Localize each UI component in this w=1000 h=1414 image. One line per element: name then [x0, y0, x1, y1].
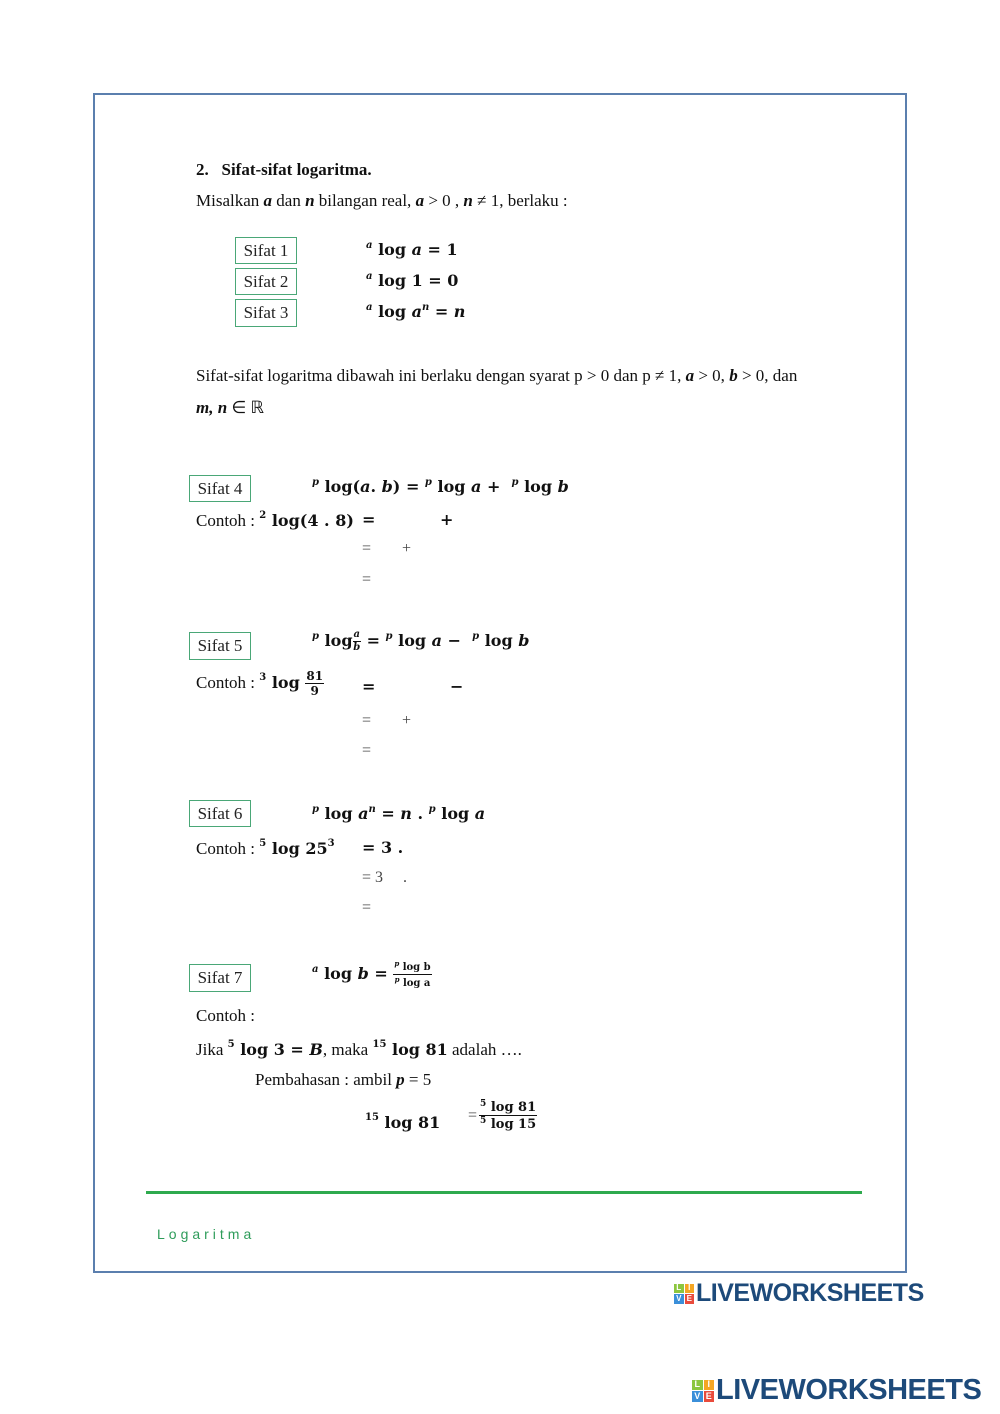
sifat-7-solution-lhs	[365, 1112, 440, 1132]
sifat-4-formula	[312, 477, 569, 496]
example-label: Contoh :	[196, 511, 260, 530]
base-p: p	[424, 477, 432, 488]
rhs: = 1	[427, 240, 458, 259]
step-equals: =	[362, 712, 372, 729]
base-p: p	[312, 631, 319, 642]
equals: =	[368, 964, 394, 983]
rhs: = 0	[428, 271, 459, 290]
q-mid: , maka	[322, 1040, 373, 1059]
var-a: a	[471, 477, 482, 496]
equals: =	[375, 804, 401, 823]
denominator: b	[353, 642, 361, 653]
dot: .	[411, 804, 429, 823]
section-heading	[196, 160, 372, 180]
cond-a-rel: > 0,	[694, 366, 730, 385]
var-b: b	[381, 477, 393, 496]
numerator: log b	[402, 962, 431, 973]
base-p: p	[394, 959, 400, 968]
log: log	[324, 804, 359, 823]
log: log	[271, 673, 300, 692]
step-plus: +	[402, 540, 412, 557]
expr-1: log 3 =	[240, 1040, 310, 1059]
var-a: a	[358, 804, 369, 823]
conditions-line-2	[196, 398, 264, 418]
equals: =	[468, 1106, 478, 1124]
log: log	[378, 271, 406, 290]
sifat-6-text: Sifat 6	[197, 803, 243, 823]
sifat-4-example	[196, 510, 354, 531]
minus: −	[442, 631, 467, 650]
base-p: p	[312, 477, 319, 488]
d-suffix: = 5	[404, 1070, 432, 1089]
log: log	[324, 631, 353, 650]
q-suffix: adalah ….	[447, 1040, 522, 1059]
step-equals: =	[362, 540, 372, 557]
q-prefix: Jika	[196, 1040, 228, 1059]
exp-n: n	[368, 804, 376, 815]
log: log	[378, 240, 406, 259]
sifat-5-text: Sifat 5	[197, 636, 243, 655]
dot: .	[370, 477, 382, 496]
cond-vars: m, n	[196, 398, 228, 417]
var-a: a	[474, 804, 486, 823]
sifat-2-text: Sifat 2	[243, 271, 289, 291]
base-p: p	[472, 631, 480, 642]
var-p: p	[396, 1070, 405, 1089]
den-base: 5	[480, 1116, 487, 1126]
arg: a	[411, 302, 422, 321]
sifat-4-text: Sifat 4	[197, 478, 243, 498]
icon-letter: E	[704, 1391, 715, 1402]
sifat-2-formula	[366, 271, 458, 290]
sifat-7-formula	[312, 960, 432, 989]
logo-text: LIVEWORKSHEETS	[696, 1279, 924, 1307]
close: ) =	[392, 477, 425, 496]
base-p: p	[312, 804, 319, 815]
conditions-line-1	[196, 366, 797, 386]
step-equals: =	[362, 742, 372, 759]
icon-letter: V	[674, 1294, 684, 1304]
sifat-7-discussion	[255, 1070, 431, 1090]
arg: a	[411, 240, 422, 259]
rhs-var: n	[453, 302, 466, 321]
sifat-4-label	[189, 475, 251, 502]
sifat-5-example	[196, 670, 324, 697]
step-equals: =	[362, 677, 376, 696]
var-a: a	[263, 191, 273, 210]
liveworksheets-icon	[692, 1380, 714, 1402]
d-prefix: Pembahasan : ambil	[255, 1070, 397, 1089]
base: a	[366, 240, 373, 251]
sifat-7-solution-rhs	[468, 1100, 537, 1131]
base: a	[366, 271, 373, 282]
log: log	[378, 302, 406, 321]
liveworksheets-icon	[674, 1284, 694, 1304]
example-base: 5	[259, 838, 267, 849]
example-exp: 3	[327, 838, 335, 849]
sifat-7-question	[196, 1039, 522, 1060]
denominator: 9	[310, 684, 319, 698]
sifat-1-label	[235, 237, 297, 264]
numerator: 81	[306, 669, 324, 683]
denominator: log 15	[490, 1117, 537, 1132]
lhs: log 81	[384, 1113, 441, 1132]
base-p: p	[511, 477, 519, 488]
section-number: 2.	[196, 160, 209, 179]
base: a	[366, 302, 373, 313]
step-text: = 3 .	[362, 838, 404, 857]
var-b: b	[518, 631, 530, 650]
base-p: p	[394, 975, 400, 984]
logo-text: LIVEWORKSHEETS	[716, 1374, 982, 1406]
sifat-6-step-3: =	[362, 899, 372, 916]
var-n: n	[400, 804, 412, 823]
cond-rel: ∈ ℝ	[227, 398, 264, 417]
icon-letter: L	[692, 1380, 703, 1391]
step-plus: +	[440, 510, 454, 529]
cond-a-rel: > 0 ,	[424, 191, 464, 210]
intro-mid1: dan	[272, 191, 306, 210]
sifat-1-formula	[366, 240, 458, 259]
example-label: Contoh :	[196, 673, 260, 692]
log: log	[441, 804, 475, 823]
base-a: a	[312, 964, 319, 975]
example-label: Contoh :	[196, 839, 260, 858]
numerator: log 81	[490, 1100, 537, 1115]
example-base: 3	[259, 672, 267, 683]
base-2: 15	[372, 1039, 387, 1050]
var-b: b	[557, 477, 569, 496]
var-a: a	[360, 477, 371, 496]
sifat-6-example	[196, 838, 335, 859]
sifat-6-step-2: = 3 .	[362, 869, 408, 886]
sifat-5-formula	[312, 630, 529, 653]
equals: =	[361, 631, 386, 650]
plus: +	[481, 477, 506, 496]
var-b: b	[357, 964, 369, 983]
base-1: 5	[227, 1039, 235, 1050]
log: log	[437, 477, 472, 496]
var-b: B	[309, 1040, 323, 1059]
sifat-6-label	[189, 800, 251, 827]
denominator: log a	[402, 978, 431, 989]
intro-prefix: Misalkan	[196, 191, 264, 210]
footer-rule	[146, 1191, 862, 1194]
step-minus: −	[450, 677, 464, 696]
log: log	[524, 477, 558, 496]
intro-text	[196, 191, 568, 211]
step-equals: =	[362, 571, 372, 588]
cond-a: a	[685, 366, 695, 385]
liveworksheets-logo-bottom	[692, 1374, 981, 1407]
example-expr: log(4 . 8)	[271, 511, 354, 530]
cond-n: n	[463, 191, 473, 210]
log: log	[484, 631, 519, 650]
footer-title: Logaritma	[157, 1226, 256, 1242]
var-a: a	[431, 631, 443, 650]
conditions-prefix: Sifat-sifat logaritma dibawah ini berlaku dengan syarat p > 0 dan p ≠ 1,	[196, 366, 686, 385]
sifat-1-text: Sifat 1	[243, 240, 289, 260]
cond-n-rel: ≠ 1, berlaku :	[472, 191, 568, 210]
sifat-2-label	[235, 268, 297, 295]
expr-2: log 81	[391, 1040, 448, 1059]
sifat-6-step-1	[362, 838, 403, 858]
sifat-7-label	[189, 964, 251, 992]
cond-a: a	[415, 191, 425, 210]
log: log	[324, 964, 358, 983]
icon-letter: L	[674, 1284, 684, 1294]
rhs: =	[434, 302, 454, 321]
var-n: n	[305, 191, 315, 210]
icon-letter: I	[704, 1380, 715, 1391]
sifat-3-formula	[366, 302, 465, 321]
sifat-3-label	[235, 299, 297, 327]
cond-b: b	[729, 366, 738, 385]
step-plus: +	[402, 712, 412, 729]
base-p: p	[385, 631, 393, 642]
intro-mid2: bilangan real,	[314, 191, 416, 210]
exp: n	[421, 302, 430, 313]
arg: 1	[411, 271, 423, 290]
num-base: 5	[480, 1099, 487, 1109]
log: log	[398, 631, 432, 650]
step-equals: =	[362, 510, 376, 529]
liveworksheets-logo	[674, 1279, 924, 1308]
example-expr: log 25	[271, 839, 328, 858]
log: log(	[324, 477, 361, 496]
sifat-7-text: Sifat 7	[197, 968, 243, 987]
base: 15	[365, 1112, 379, 1123]
example-base: 2	[259, 510, 267, 521]
cond-b-rel: > 0, dan	[737, 366, 798, 385]
base-p: p	[428, 804, 436, 815]
icon-letter: I	[685, 1284, 695, 1294]
sifat-3-text: Sifat 3	[243, 303, 289, 322]
icon-letter: V	[692, 1391, 703, 1402]
sifat-6-formula	[312, 804, 485, 823]
sifat-7-example-label: Contoh :	[196, 1006, 256, 1025]
icon-letter: E	[685, 1294, 695, 1304]
section-title: Sifat-sifat logaritma.	[221, 160, 372, 179]
numerator: a	[353, 629, 360, 640]
sifat-5-label	[189, 632, 251, 660]
